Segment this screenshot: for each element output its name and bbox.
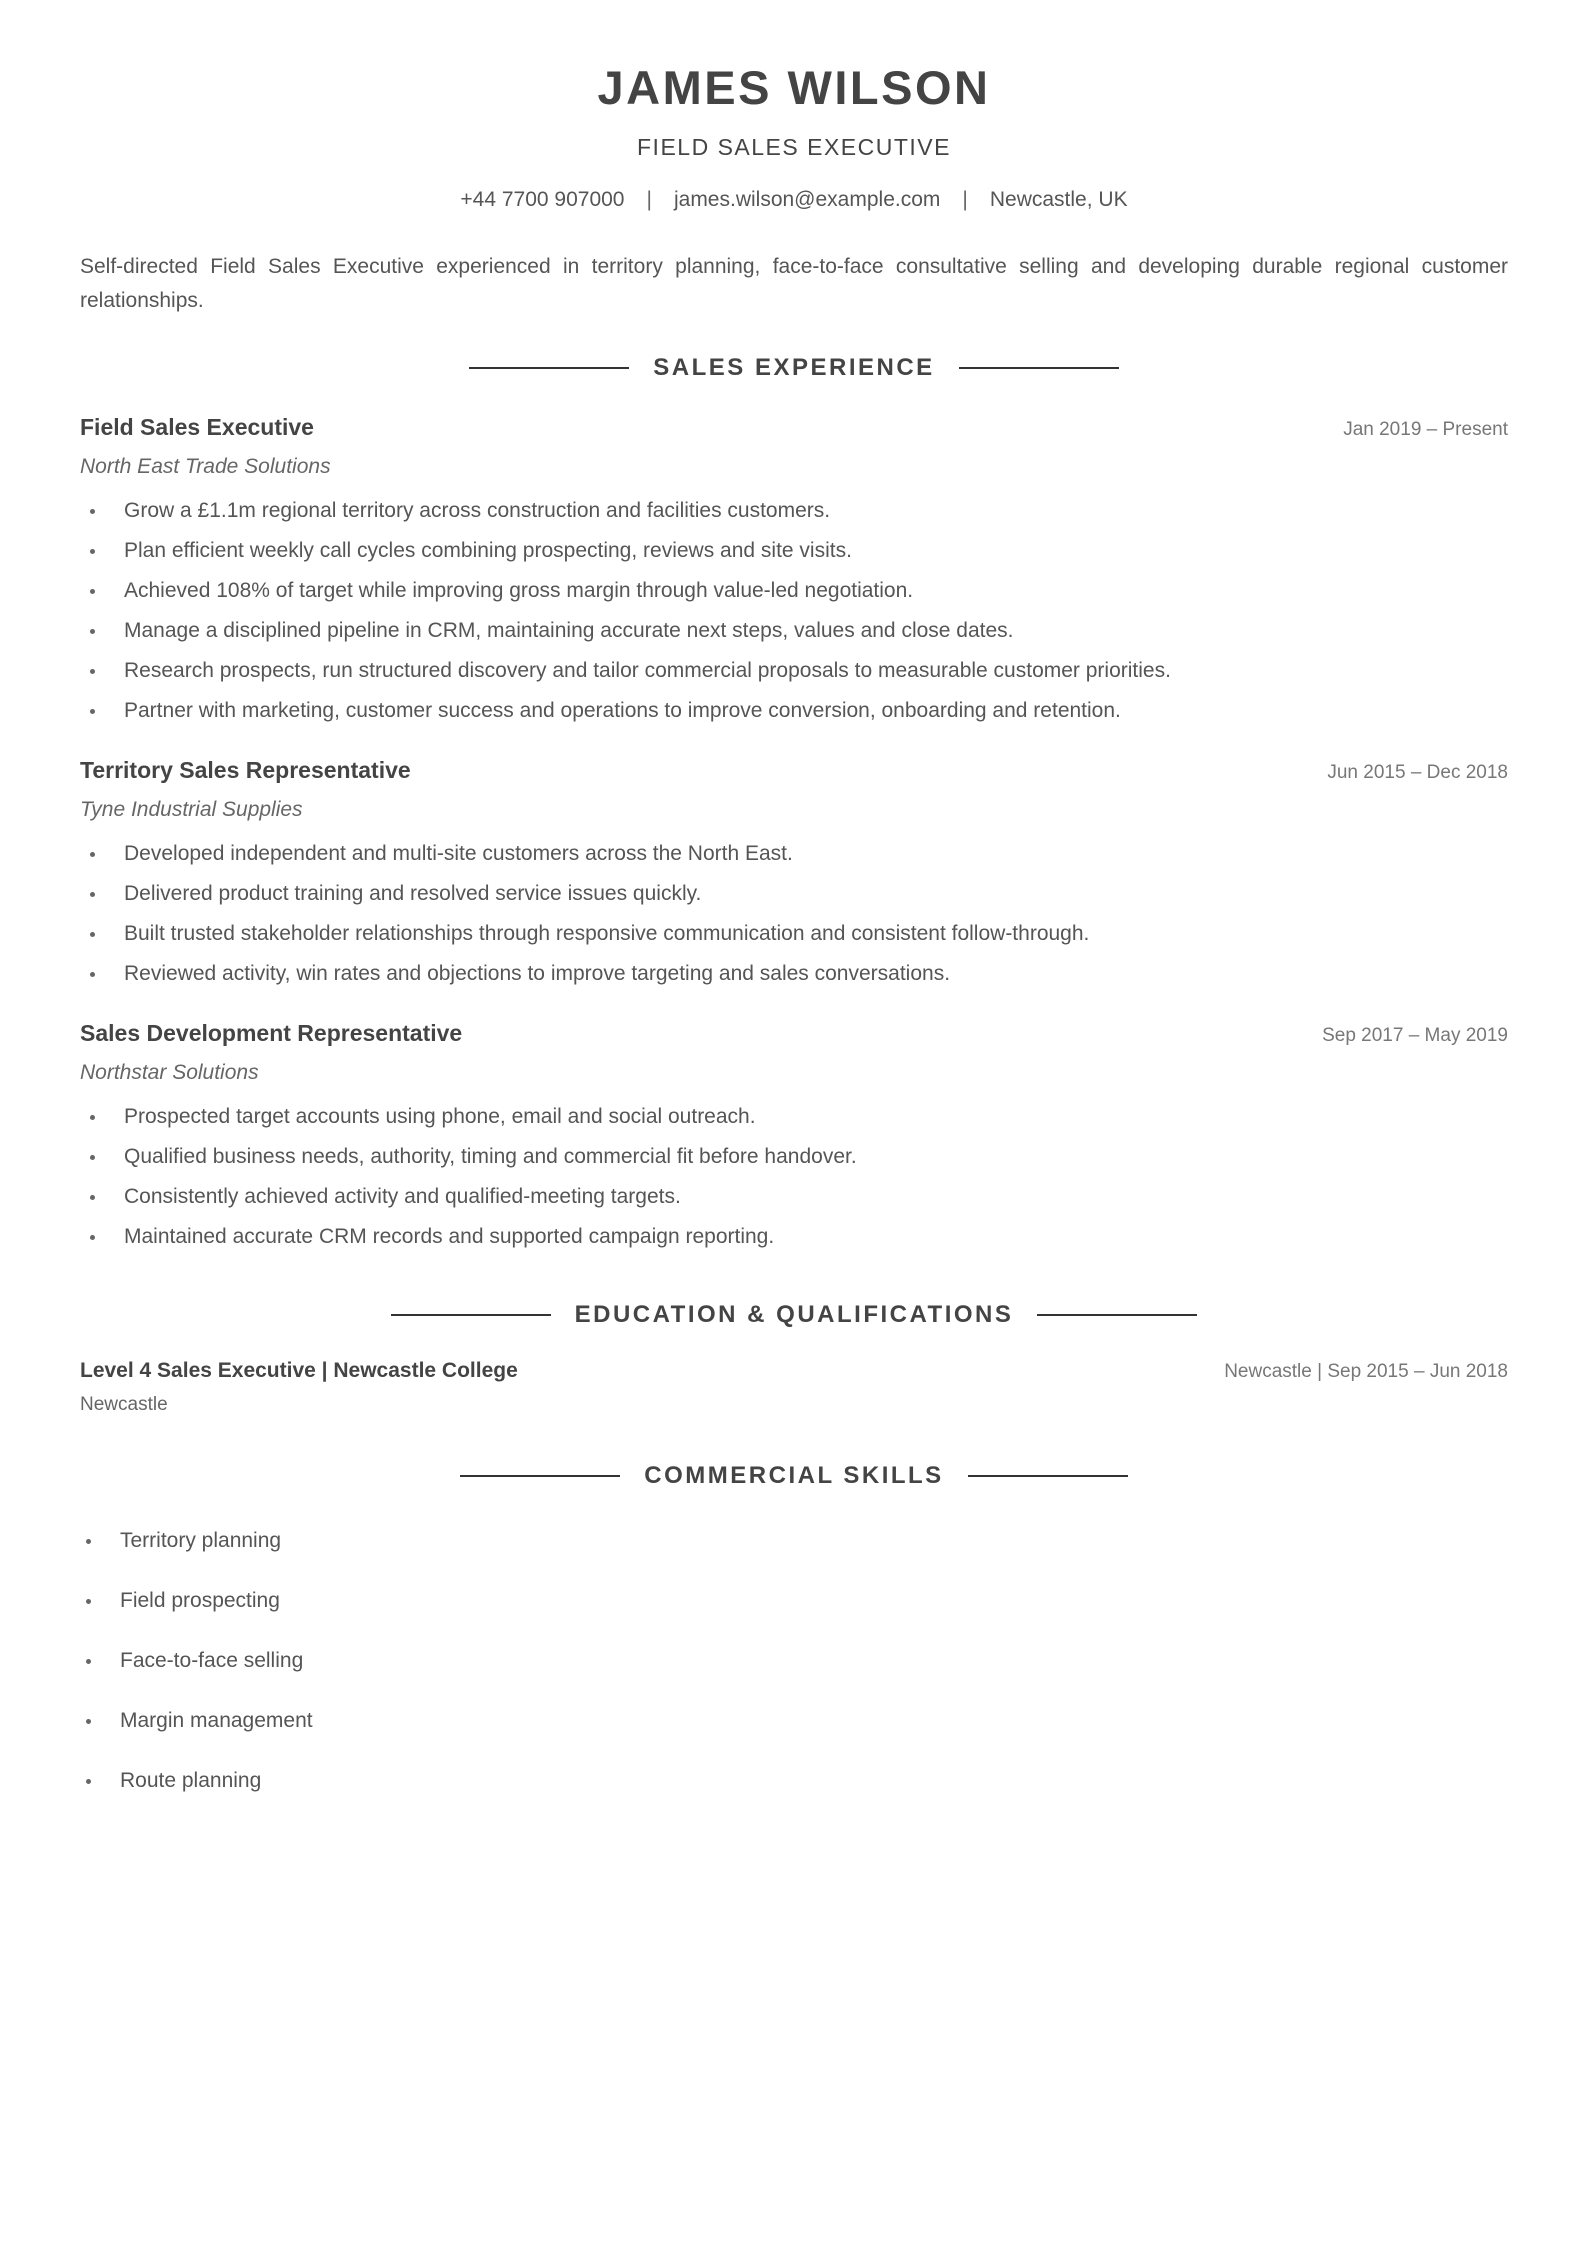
job-bullet: [80, 954, 1508, 994]
skill-item: [80, 1586, 1508, 1616]
job-bullets: [80, 491, 1508, 731]
contact-separator: |: [646, 188, 652, 211]
skills-list: [80, 1526, 1508, 1796]
job-bullet: [80, 1137, 1508, 1177]
job-bullet: [80, 914, 1508, 954]
heading-rule: [391, 1314, 551, 1316]
email-address: james.wilson@example.com: [673, 188, 941, 211]
job-bullet: [80, 874, 1508, 914]
job-bullet: [80, 1217, 1508, 1257]
job-bullet-text: Maintained accurate CRM records and supported campaign reporting.: [124, 1225, 775, 1248]
skill-text: Territory planning: [120, 1529, 282, 1552]
job-bullet-text: Qualified business needs, authority, timing and commercial fit before handover.: [124, 1145, 857, 1168]
skill-text: Field prospecting: [120, 1589, 280, 1612]
contact-line: [80, 186, 1508, 214]
job-entry: [80, 755, 1508, 994]
heading-rule: [968, 1475, 1128, 1477]
bullet-dot: [90, 549, 95, 554]
heading-rule: [460, 1475, 620, 1477]
job-title: Sales Development Representative: [80, 1020, 463, 1046]
contact-separator: |: [962, 188, 968, 211]
bullet-dot: [90, 509, 95, 514]
job-bullets: [80, 1097, 1508, 1257]
bullet-dot: [86, 1779, 91, 1784]
job-bullet-text: Plan efficient weekly call cycles combining prospecting, reviews and site visits.: [124, 539, 852, 562]
job-bullet: [80, 611, 1508, 651]
bullet-dot: [90, 852, 95, 857]
section-heading-label: COMMERCIAL SKILLS: [644, 1462, 944, 1489]
bullet-dot: [86, 1659, 91, 1664]
job-bullet-text: Delivered product training and resolved service issues quickly.: [124, 882, 702, 905]
bullet-dot: [90, 1235, 95, 1240]
job-bullet-text: Partner with marketing, customer success and operations to improve conversion, onboarding and retention.: [124, 699, 1121, 722]
job-bullet-text: Achieved 108% of target while improving gross margin through value-led negotiation.: [124, 579, 914, 602]
job-dates: Jan 2019 – Present: [1343, 419, 1508, 440]
heading-rule: [1037, 1314, 1197, 1316]
job-bullet: [80, 491, 1508, 531]
bullet-dot: [90, 892, 95, 897]
job-bullet: [80, 834, 1508, 874]
education-title: Level 4 Sales Executive | Newcastle College: [80, 1359, 518, 1382]
job-company: North East Trade Solutions: [80, 455, 331, 478]
bullet-dot: [90, 972, 95, 977]
job-title: Territory Sales Representative: [80, 757, 411, 783]
section-heading-experience: [80, 352, 1508, 384]
job-bullet: [80, 1097, 1508, 1137]
skill-item: [80, 1526, 1508, 1556]
job-dates: Sep 2017 – May 2019: [1322, 1025, 1508, 1046]
job-title: Field Sales Executive: [80, 414, 314, 440]
job-entry: [80, 412, 1508, 731]
skill-text: Face-to-face selling: [120, 1649, 304, 1672]
bullet-dot: [86, 1719, 91, 1724]
job-bullet: [80, 1177, 1508, 1217]
job-bullet: [80, 651, 1508, 691]
section-heading-label: EDUCATION & QUALIFICATIONS: [574, 1301, 1014, 1328]
bullet-dot: [90, 589, 95, 594]
job-header: [80, 755, 1508, 788]
section-heading-label: SALES EXPERIENCE: [653, 354, 935, 381]
job-bullet: [80, 691, 1508, 731]
job-bullet-text: Consistently achieved activity and qualified-meeting targets.: [124, 1185, 681, 1208]
job-bullet: [80, 531, 1508, 571]
job-bullet-text: Prospected target accounts using phone, email and social outreach.: [124, 1105, 756, 1128]
skill-text: Route planning: [120, 1769, 262, 1792]
job-company: Tyne Industrial Supplies: [80, 798, 303, 821]
job-bullet-text: Reviewed activity, win rates and objections to improve targeting and sales conversations.: [124, 962, 951, 985]
education-location: Newcastle: [80, 1394, 168, 1415]
section-heading-skills: [80, 1460, 1508, 1492]
bullet-dot: [90, 932, 95, 937]
job-bullet-text: Research prospects, run structured discovery and tailor commercial proposals to measurable customer priorities.: [124, 659, 1171, 682]
job-entry: [80, 1018, 1508, 1257]
job-bullet-text: Manage a disciplined pipeline in CRM, maintaining accurate next steps, values and close dates.: [124, 619, 1014, 642]
bullet-dot: [90, 1155, 95, 1160]
bullet-dot: [90, 1195, 95, 1200]
bullet-dot: [90, 669, 95, 674]
bullet-dot: [86, 1539, 91, 1544]
candidate-name: JAMES WILSON: [597, 61, 991, 114]
heading-rule: [959, 367, 1119, 369]
job-bullets: [80, 834, 1508, 994]
skill-item: [80, 1766, 1508, 1796]
education-meta: Newcastle | Sep 2015 – Jun 2018: [1224, 1361, 1508, 1382]
job-bullet: [80, 571, 1508, 611]
skill-item: [80, 1646, 1508, 1676]
heading-rule: [469, 367, 629, 369]
job-company: Northstar Solutions: [80, 1061, 259, 1084]
resume-header: [80, 0, 1508, 214]
candidate-role: FIELD SALES EXECUTIVE: [637, 134, 951, 160]
bullet-dot: [90, 709, 95, 714]
skill-text: Margin management: [120, 1709, 313, 1732]
bullet-dot: [90, 629, 95, 634]
profile-summary: Self-directed Field Sales Executive experienced in territory planning, face-to-face consultative selling and developing durable regional customer relationships.: [80, 255, 1508, 312]
job-header: [80, 1018, 1508, 1051]
job-bullet-text: Built trusted stakeholder relationships through responsive communication and consistent follow-through.: [124, 922, 1090, 945]
job-dates: Jun 2015 – Dec 2018: [1327, 762, 1508, 783]
job-header: [80, 412, 1508, 445]
job-bullet-text: Grow a £1.1m regional territory across construction and facilities customers.: [124, 499, 831, 522]
bullet-dot: [90, 1115, 95, 1120]
education-header: [80, 1357, 1508, 1386]
job-bullet-text: Developed independent and multi-site customers across the North East.: [124, 842, 793, 865]
section-heading-education: [80, 1299, 1508, 1331]
candidate-location: Newcastle, UK: [989, 188, 1128, 211]
phone-number: +44 7700 907000: [460, 188, 625, 211]
skill-item: [80, 1706, 1508, 1736]
bullet-dot: [86, 1599, 91, 1604]
education-entry: [80, 1357, 1508, 1418]
